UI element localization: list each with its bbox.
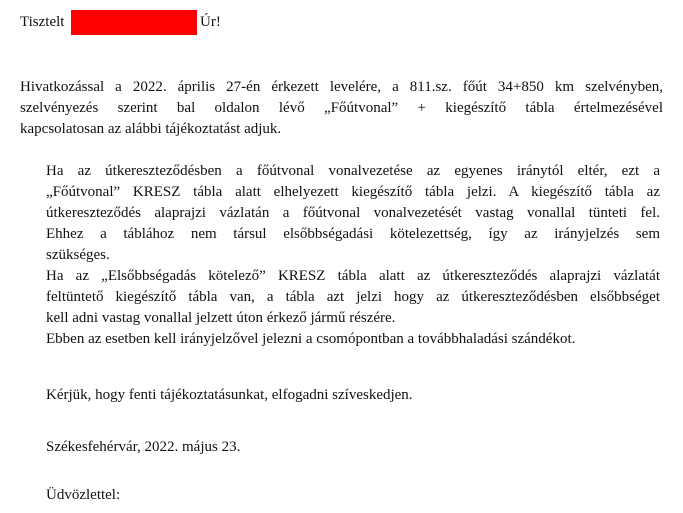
salutation: Üdvözlettel: (46, 487, 121, 503)
body-line-8: kell adni vastag vonallal jelzett úton érkező jármű részére. (46, 310, 396, 326)
intro-line-2: szelvényezés szerint bal oldalon lévő „Főútvonal” + kiegészítő tábla értelmezésével (20, 100, 663, 116)
intro-line-3: kapcsolatosan az alábbi tájékoztatást adjuk. (20, 121, 282, 137)
body-line-3: útkereszteződés alaprajzi vázlatán a főútvonal vonalvezetését vastag vonallal tünteti fel. (46, 205, 660, 221)
body-line-4: Ehhez a táblához nem társul elsőbbségadási kötelezettség, így az irányjelzés sem (46, 226, 660, 242)
place-and-date: Székesfehérvár, 2022. május 23. (46, 439, 241, 455)
greeting-suffix: Úr! (200, 14, 221, 30)
body-line-6: Ha az „Elsőbbségadás kötelező” KRESZ tábla alatt az útkereszteződés alaprajzi vázlatát (46, 268, 660, 284)
closing-sentence: Kérjük, hogy fenti tájékoztatásunkat, elfogadni szíveskedjen. (46, 387, 413, 403)
redacted-name-box (71, 10, 197, 35)
body-line-5: szükséges. (46, 247, 110, 263)
body-line-2: „Főútvonal” KRESZ tábla alatt elhelyezett kiegészítő tábla jelzi. A kiegészítő tábla az (46, 184, 660, 200)
greeting-prefix: Tisztelt (20, 14, 65, 30)
body-line-7: feltüntető kiegészítő tábla van, a tábla azt jelzi hogy az útkereszteződésben elsőbbséget (46, 289, 660, 305)
body-line-9: Ebben az esetben kell irányjelzővel jelezni a csomópontban a továbbhaladási szándékot. (46, 331, 576, 347)
body-line-1: Ha az útkereszteződésben a főútvonal vonalvezetése az egyenes iránytól eltér, ezt a (46, 163, 660, 179)
intro-line-1: Hivatkozással a 2022. április 27-én érkezett levelére, a 811.sz. főút 34+850 km szelvényben, (20, 79, 663, 95)
